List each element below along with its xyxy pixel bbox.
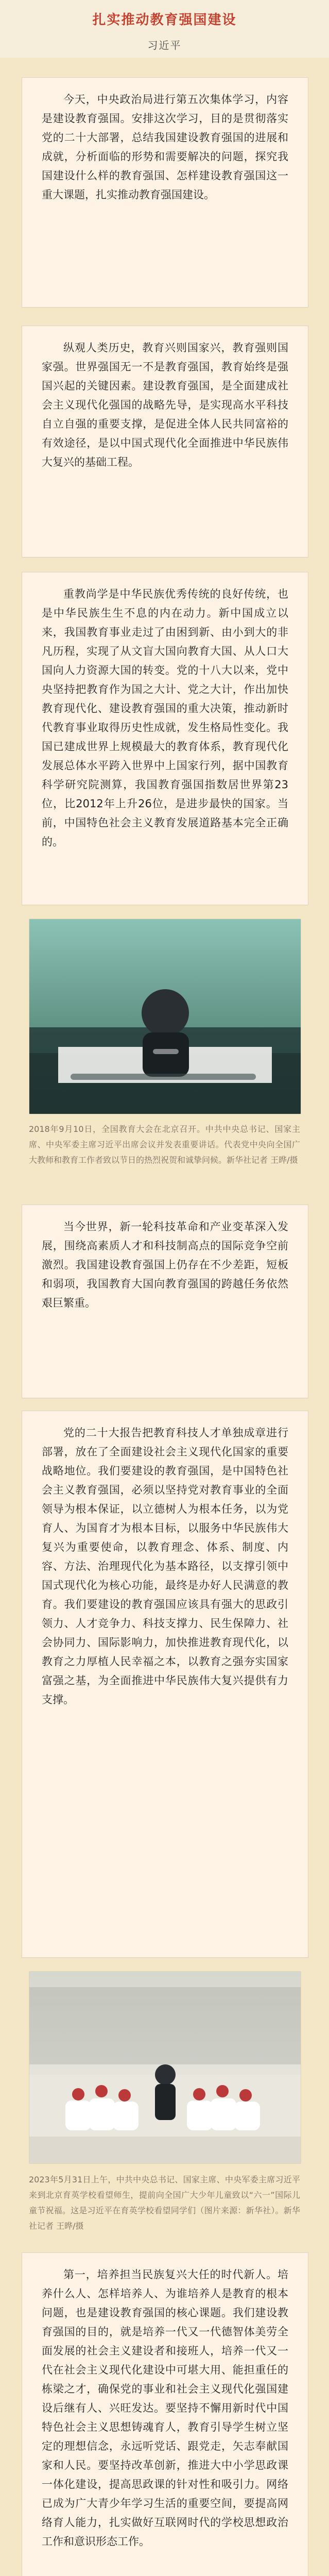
strategy-card [22,1411,308,1958]
paragraph: 今天，中央政治局进行第五次集体学习，内容是建设教育强国。安排这次学习，目的是贯彻落实党的二十大部署，总结我国建设教育强国的进展和成就，分析面临的形势和需要解决的问题，探究我国建设什么样的教育强国、怎样建设教育强国这一重大课题，扎实推动教育强国建设。 [42,93,288,201]
first-point-text [42,2265,288,2551]
photo-caption-2 [29,2172,300,2239]
photo-caption-1 [29,1122,300,1186]
conference-photo-image [29,919,301,1114]
school-visit-photo [29,1971,301,2164]
page-title: 扎实推动教育强国建设 [92,12,237,28]
paragraph: 党的二十大报告把教育科技人才单独成章进行部署，放在了全面建设社会主义现代化国家的重要战略地位。我们要建设的教育强国，是中国特色社会主义教育强国，必须以坚持党对教育事业的全面领导为根本保证，以立德树人为根本任务，以为党育人、为国育才为根本目标，以服务中华民族伟大复兴为重要使命，以教育理念、体系、制度、内容、方法、治理现代化为基本路径，以支撑引领中国式现代化为核心功能，最终是办好人民满意的教育。我们要建设的教育强国应该具有强大的思政引领力、人才竞争力、科技支撑力、民生保障力、社会协同力、国际影响力，加快推进教育现代化，以教育之力厚植人民幸福之本，以教育之强夯实国家富强之基，为全面推进中华民族伟大复兴提供有力支撑。 [42,1427,288,1706]
history-card [22,326,308,557]
challenge-card [22,1205,308,1398]
paragraph: 重教尚学是中华民族优秀传统的良好传统，也是中华民族生生不息的内在动力。新中国成立以来，我国教育事业走过了由困到新、由小到大的非凡历程，实现了从文盲大国向教育大国、从人口大国向人力资源大国的转变。党的十八大以来，党中央坚持把教育作为国之大计、党之大计，作出加快教育现代化、建设教育强国的重大决策，推动新时代教育事业取得历史性成就，发生格局性变化。我国已建成世界上规模最大的教育体系，教育现代化发展总体水平跨入世界中上国家行列，据中国教育科学研究院测算，我国教育强国指数居世界第23位，比2012年上升26位，是进步最快的国家。当前，中国特色社会主义教育发展道路基本完全正确的。 [42,588,288,848]
paragraph: 纵观人类历史，教育兴则国家兴，教育强则国家强。世界强国无一不是教育强国，教育始终是强国兴起的关键因素。建设教育强国，是全面建成社会主义现代化强国的战略先导，是实现高水平科技自立自强的重要支撑，是促进全体人民共同富裕的有效途径，是以中国式现代化全面推进中华民族伟大复兴的基础工程。 [42,342,288,468]
paragraph: 当今世界，新一轮科技革命和产业变革深入发展，围绕高素质人才和科技制高点的国际竞争空前激烈。我国建设教育强国上仍存在不少差距，短板和弱项，我国教育大国向教育强国的跨越任务依然艰巨繁重。 [42,1221,288,1309]
intro-text [42,90,288,205]
first-point-card [22,2252,308,2576]
conference-photo [29,919,301,1114]
caption-text: 2023年5月31日上午，中共中央总书记、国家主席、中央军委主席习近平来到北京育英学校看望师生，提前向全国广大少年儿童致以“六一”国际儿童节祝福。这是习近平在育英学校看望同学们（图片来源：新华社）。新华社记者 王晔/摄 [29,2175,300,2231]
caption-text: 2018年9月10日，全国教育大会在北京召开。中共中央总书记、国家主席、中央军委主席习近平出席会议并发表重要讲话。代表党中央向全国广大教师和教育工作者致以节日的热烈祝贺和诚挚问候。新华社记者 王晔/摄 [29,1124,300,1165]
achievement-card [22,572,308,905]
author-name: 习近平 [147,39,182,52]
school-visit-photo-image [29,1972,301,2163]
paragraph: 第一，培养担当民族复兴大任的时代新人。培养什么人、怎样培养人、为谁培养人是教育的根本问题，也是建设教育强国的核心课题。我们建设教育强国的目的，就是培养一代又一代德智体美劳全面发展的社会主义建设者和接班人，培养一代又一代在社会主义现代化建设中可堪大用、能担重任的栋梁之才，确保党的事业和社会主义现代化强国建设后继有人、兴旺发达。要坚持不懈用新时代中国特色社会主义思想铸魂育人，教育引导学生树立坚定的理想信念，永远听党话、跟党走，矢志奉献国家和人民。要坚持改革创新，推进大中小学思政课一体化建设，提高思政课的针对性和吸引力。网络已成为广大青少年学习生活的重要空间，要提高网络育人能力，扎实做好互联网时代的学校思想政治工作和意识形态工作。 [42,2268,288,2548]
achievement-text [42,585,288,852]
intro-card [22,77,308,308]
strategy-text [42,1423,288,1709]
challenge-text [42,1217,288,1313]
history-text [42,338,288,472]
